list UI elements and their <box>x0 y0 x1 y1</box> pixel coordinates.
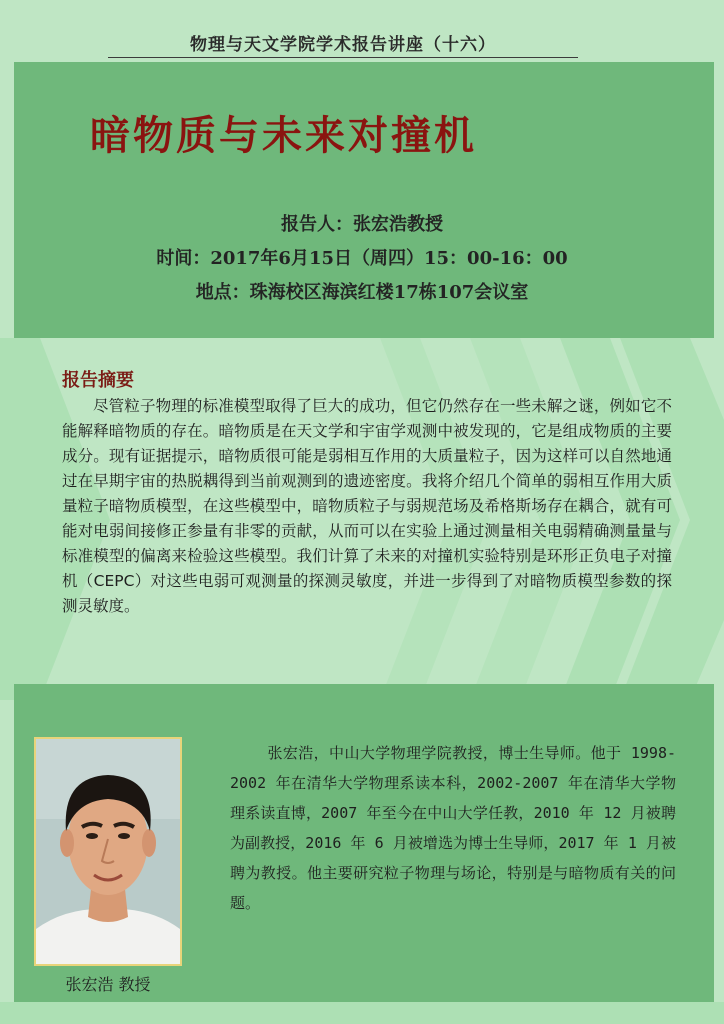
series-title: 物理与天文学院学术报告讲座（十六） <box>190 35 496 55</box>
speaker-bio: 张宏浩，中山大学物理学院教授，博士生导师。他于 1998-2002 年在清华大学物理系读本科，2002-2007 年在清华大学物理系读直博，2007 年至今在中山大学任教，2010 年 12 月被聘为副教授，2016 年 6 月被增选为博士生导师，2017 年 1 月被聘为教授。他主要研究粒子物理与场论，特别是与暗物质有关的问题。 <box>230 744 676 912</box>
place-line: 地点：珠海校区海滨红楼17栋107会议室 <box>195 282 529 303</box>
series-underline <box>108 57 578 58</box>
abstract-heading: 报告摘要 <box>62 370 134 391</box>
abstract-text: 尽管粒子物理的标准模型取得了巨大的成功，但它仍然存在一些未解之谜，例如它不能解释暗物质的存在。暗物质是在天文学和宇宙学观测中被发现的，它是组成物质的主要成分。现有证据提示，暗物质很可能是弱相互作用的大质量粒子，因为这样可以自然地通过在早期宇宙的热脱耦得到当前观测到的遗迹密度。我将介绍几个简单的弱相互作用大质量粒子暗物质模型，在这些模型中，暗物质粒子与弱规范场及希格斯场存在耦合，就有可能对电弱间接修正参量有非零的贡献，从而可以在实验上通过测量相关电弱精确测量量与标准模型的偏离来检验这些模型。我们计算了未来的对撞机实验特别是环形正负电子对撞机（CEPC）对这些电弱可观测量的探测灵敏度，并进一步得到了对暗物质模型参数的探测灵敏度。 <box>62 397 672 615</box>
lecture-title: 暗物质与未来对撞机 <box>90 112 477 159</box>
speaker-photo <box>34 737 182 966</box>
speaker-line: 报告人：张宏浩教授 <box>281 214 443 235</box>
time-line: 时间：2017年6月15日（周四）15：00-16：00 <box>156 248 568 269</box>
photo-caption: 张宏浩 教授 <box>65 975 151 994</box>
